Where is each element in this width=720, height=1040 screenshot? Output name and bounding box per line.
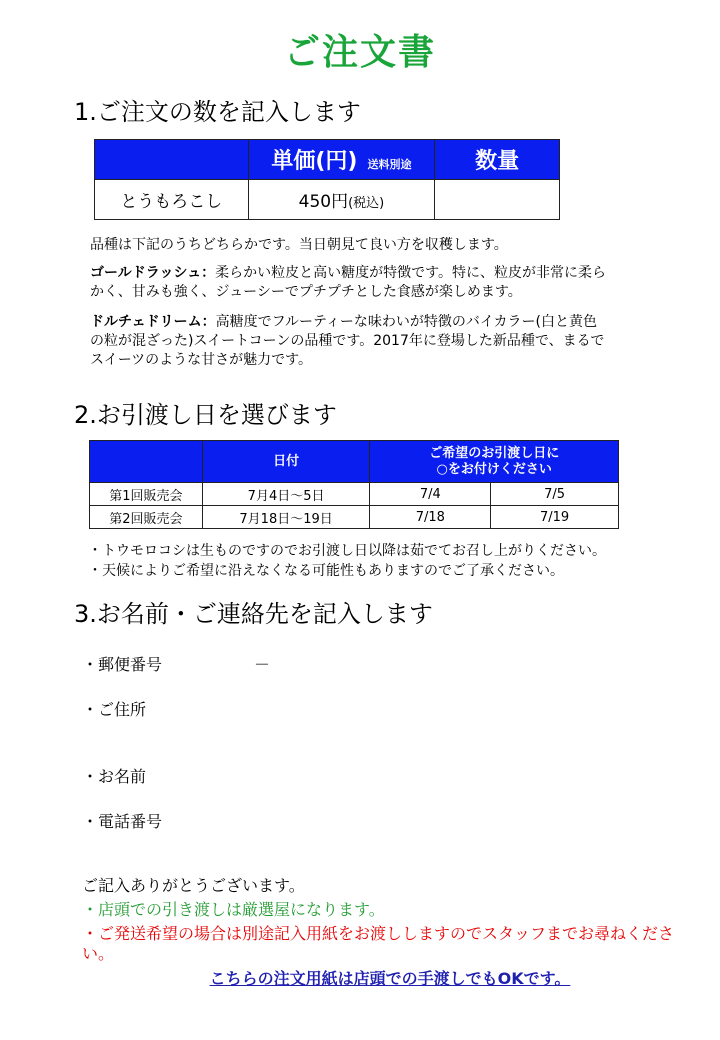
table-row [90, 483, 619, 506]
header-choice [370, 441, 619, 483]
header-empty [95, 140, 249, 180]
variety-dolce-name: ドルチェドリーム： [90, 314, 216, 330]
header-choice-line2: ○をお付けください [436, 461, 552, 477]
pickup-note: ・店頭での引き渡しは厳選屋になります。 [82, 900, 385, 919]
order-row [95, 180, 560, 220]
product-name: とうもろこし [95, 180, 249, 220]
thanks-text: ご記入ありがとうございます。 [82, 876, 305, 895]
header-date: 日付 [202, 441, 370, 483]
postal-code-label: ・郵便番号 [82, 655, 163, 674]
header-empty [90, 441, 203, 483]
pickup-table-header [90, 441, 619, 483]
order-table [94, 139, 560, 220]
section2-heading: 2.お引渡し日を選びます [74, 401, 337, 429]
name-label: ・お名前 [82, 767, 147, 786]
pickup-table [89, 440, 619, 529]
address-label: ・ご住所 [82, 700, 147, 719]
event-name: 第1回販売会 [90, 483, 203, 506]
note-weather: ・天候によりご希望に沿えなくなる可能性もありますのでご了承ください。 [88, 563, 564, 579]
page-title: ご注文書 [283, 32, 436, 73]
date-option[interactable]: 7/18 [370, 506, 491, 529]
variety-goldrush-text: 柔らかい粒皮と高い糖度が特徴です。特に、粒皮が非常に柔らかく、甘みも強く、ジューシーでプチプチとした食感が楽しめます。 [90, 265, 607, 300]
variety-goldrush-name: ゴールドラッシュ： [90, 265, 216, 281]
event-name: 第2回販売会 [90, 506, 203, 529]
header-unit-price [248, 140, 435, 180]
event-dates: 7月18日～19日 [202, 506, 370, 529]
date-option[interactable]: 7/4 [370, 483, 491, 506]
date-option[interactable]: 7/5 [491, 483, 619, 506]
header-choice-line1: ご希望のお引渡し日に [429, 445, 560, 461]
product-price [248, 180, 435, 220]
quantity-field[interactable] [435, 180, 560, 220]
variety-dolce [90, 313, 610, 370]
variety-dolce-text: 高糖度でフルーティーな味わいが特徴のバイカラー(白と黄色の粒が混ざった)スイートコーンの品種です。2017年に登場した新品種で、まるでスイーツのような甘さが魅力です。 [90, 314, 605, 368]
variety-intro: 品種は下記のうちどちらかです。当日朝見て良い方を収穫します。 [90, 237, 508, 253]
table-row [90, 506, 619, 529]
header-unit-price-label: 単価(円) [271, 149, 358, 174]
variety-goldrush [90, 264, 610, 302]
shipping-note: ・ご発送希望の場合は別途記入用紙をお渡ししますのでスタッフまでお尋ねください。 [82, 924, 675, 963]
order-table-header [95, 140, 560, 180]
phone-label: ・電話番号 [82, 812, 163, 831]
note-perishable: ・トウモロコシは生ものですのでお引渡し日以降は茹でてお召し上がりください。 [88, 543, 606, 559]
date-option[interactable]: 7/19 [491, 506, 619, 529]
header-quantity: 数量 [435, 140, 560, 180]
shipping-extra-note: 送料別途 [367, 158, 412, 171]
tax-note: (税込) [348, 196, 385, 211]
postal-code-dash: － [254, 655, 271, 674]
footer-note: こちらの注文用紙は店頭での手渡しでもOKです。 [209, 969, 571, 988]
section3-heading: 3.お名前・ご連絡先を記入します [74, 600, 433, 628]
event-dates: 7月4日～5日 [202, 483, 370, 506]
section1-heading: 1.ご注文の数を記入します [74, 98, 361, 126]
price-value: 450円 [298, 192, 349, 212]
